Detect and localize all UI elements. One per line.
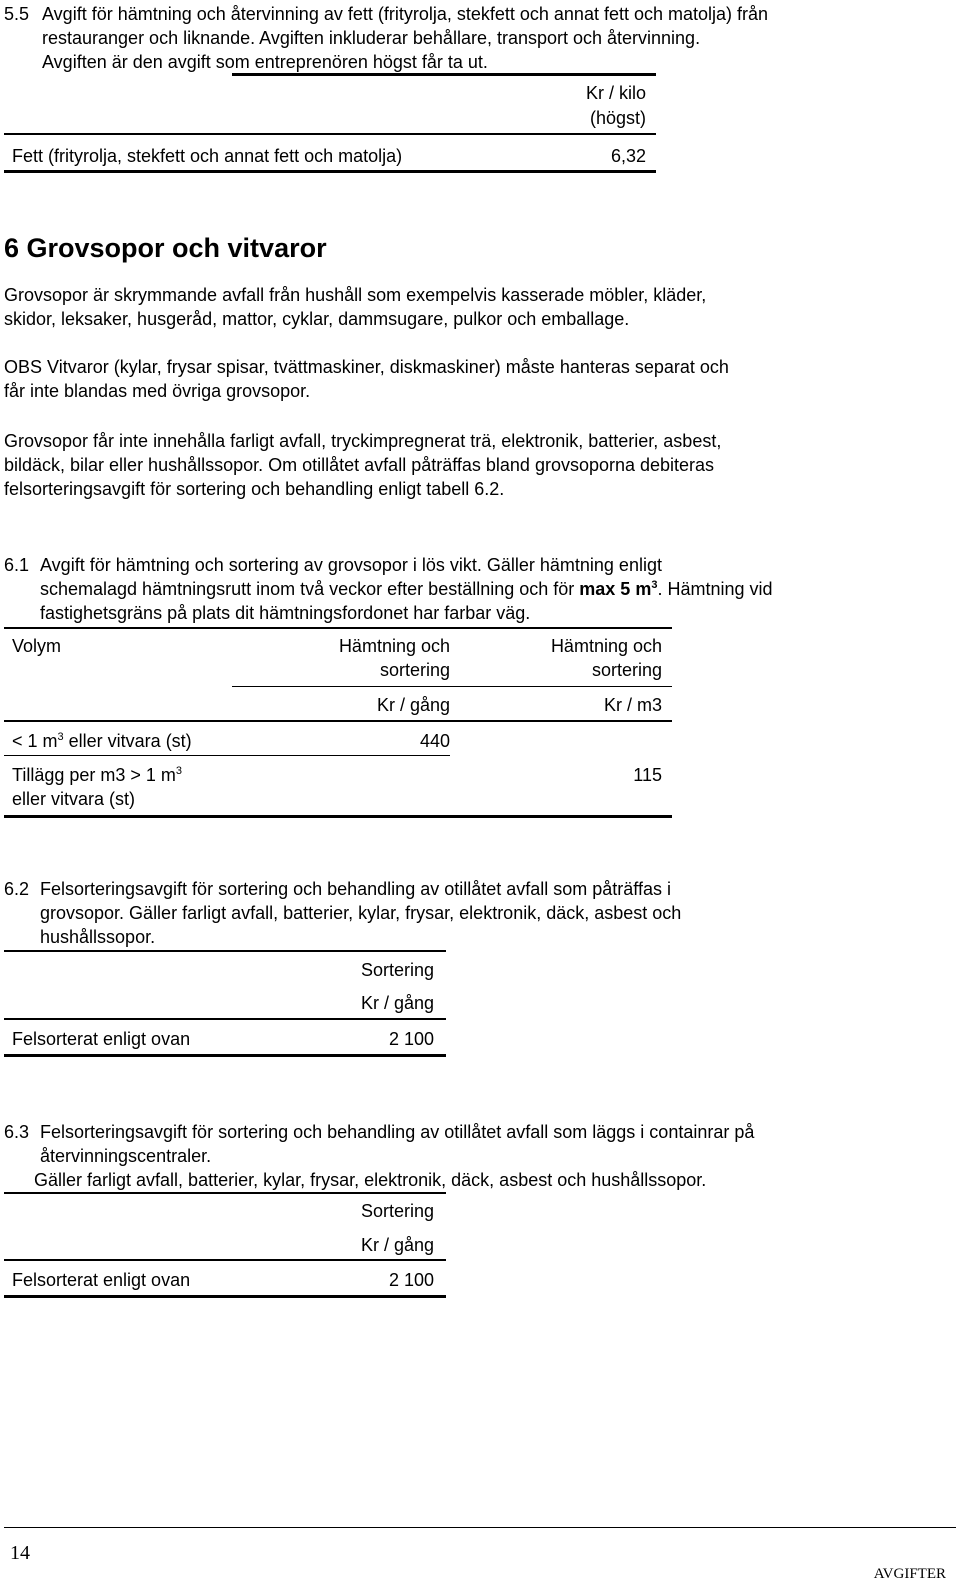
paragraph-line (40, 577, 773, 601)
paragraph-line: Avgift för hämtning och sortering av grovsopor i lös vikt. Gäller hämtning enligt (40, 555, 662, 575)
table-cell-label: Fett (frityrolja, stekfett och annat fett och matolja) (12, 146, 403, 166)
paragraph-line: hushållssopor. (40, 927, 156, 947)
column-header: Sortering (360, 960, 434, 980)
table-rule (4, 170, 656, 173)
table-rule (4, 1192, 446, 1194)
table-rule (4, 1259, 446, 1261)
column-header: (högst) (589, 108, 646, 128)
paragraph-line: Felsorteringsavgift för sortering och behandling av otillåtet avfall som påträffas i (40, 879, 671, 899)
section-number: 5.5 (4, 4, 30, 24)
table-rule (4, 950, 446, 952)
table-cell-label: Felsorterat enligt ovan (12, 1029, 191, 1049)
table-cell-value: 6,32 (610, 146, 646, 166)
paragraph-line: bildäck, bilar eller hushållssopor. Om otillåtet avfall påträffas bland grovsoporna debiteras (4, 455, 715, 475)
section-number: 6.1 (4, 555, 30, 575)
table-rule (4, 815, 672, 818)
table-cell-value: 115 (633, 765, 662, 785)
column-unit: Kr / gång (360, 993, 434, 1013)
column-header: Sortering (360, 1201, 434, 1221)
table-cell-label (12, 763, 182, 787)
column-header: sortering (379, 660, 450, 680)
paragraph-line: grovsopor. Gäller farligt avfall, batterier, kylar, frysar, elektronik, däck, asbest och (40, 903, 682, 923)
table-rule (4, 1018, 446, 1020)
superscript: 3 (651, 579, 658, 591)
page-number: 14 (10, 1542, 30, 1564)
paragraph-line: restauranger och liknande. Avgiften inkluderar behållare, transport och återvinning. (42, 28, 701, 48)
section-number: 6.3 (4, 1122, 30, 1142)
paragraph-line: Grovsopor får inte innehålla farligt avfall, tryckimpregnerat trä, elektronik, batterier, asbest, (4, 431, 722, 451)
text-run: < 1 m (12, 731, 58, 751)
superscript: 3 (57, 731, 64, 743)
table-rule (4, 133, 656, 135)
table-rule (4, 720, 672, 722)
table-rule (4, 755, 450, 756)
paragraph-line: Grovsopor är skrymmande avfall från hushåll som exempelvis kasserade möbler, kläder, (4, 285, 707, 305)
section-number: 6.2 (4, 879, 30, 899)
paragraph-line: fastighetsgräns på plats dit hämtningsfordonet har farbar väg. (40, 603, 531, 623)
text-run-bold (579, 579, 657, 599)
table-rule (232, 686, 672, 687)
text-run: schemalagd hämtningsrutt inom två veckor efter beställning och för (40, 579, 580, 599)
table-cell-value: 440 (419, 731, 450, 751)
text-run: eller vitvara (st) (63, 731, 192, 751)
text-run-bold-base: max 5 m (579, 579, 652, 599)
table-rule (4, 1295, 446, 1298)
text-run: Tillägg per m3 > 1 m (12, 765, 176, 785)
paragraph-line: Avgiften är den avgift som entreprenören högst får ta ut. (42, 52, 488, 72)
paragraph-line: Avgift för hämtning och återvinning av fett (frityrolja, stekfett och annat fett och matolja) från (42, 4, 769, 24)
paragraph-line: OBS Vitvaror (kylar, frysar spisar, tvättmaskiner, diskmaskiner) måste hanteras separat och (4, 357, 729, 377)
text-run: . Hämtning vid (657, 579, 773, 599)
table-cell-label (12, 729, 192, 753)
footer-rule (4, 1527, 956, 1528)
column-unit: Kr / m3 (603, 695, 662, 715)
column-header: sortering (591, 660, 662, 680)
superscript: 3 (175, 765, 183, 777)
column-unit: Kr / gång (360, 1235, 434, 1255)
paragraph-line: Gäller farligt avfall, batterier, kylar, frysar, elektronik, däck, asbest och hushållssopor. (34, 1170, 707, 1190)
table-cell-value: 2 100 (388, 1029, 434, 1049)
table-cell-label: Felsorterat enligt ovan (12, 1270, 191, 1290)
paragraph-line: får inte blandas med övriga grovsopor. (4, 381, 311, 401)
column-header: Hämtning och (550, 636, 662, 656)
paragraph-line: skidor, leksaker, husgeråd, mattor, cyklar, dammsugare, pulkor och emballage. (4, 309, 630, 329)
column-header: Hämtning och (338, 636, 450, 656)
running-header: AVGIFTER (873, 1566, 946, 1582)
table-rule (232, 73, 656, 76)
table-rule (4, 1054, 446, 1057)
section-heading: 6 Grovsopor och vitvaror (4, 233, 327, 263)
column-header: Kr / kilo (585, 83, 646, 103)
table-cell-label: eller vitvara (st) (12, 789, 136, 809)
paragraph-line: Felsorteringsavgift för sortering och behandling av otillåtet avfall som läggs i containrar på (40, 1122, 755, 1142)
paragraph-line: felsorteringsavgift för sortering och behandling enligt tabell 6.2. (4, 479, 505, 499)
table-rule (4, 627, 672, 629)
table-cell-value: 2 100 (388, 1270, 434, 1290)
column-unit: Kr / gång (376, 695, 450, 715)
column-header: Volym (12, 636, 62, 656)
paragraph-line: återvinningscentraler. (40, 1146, 212, 1166)
